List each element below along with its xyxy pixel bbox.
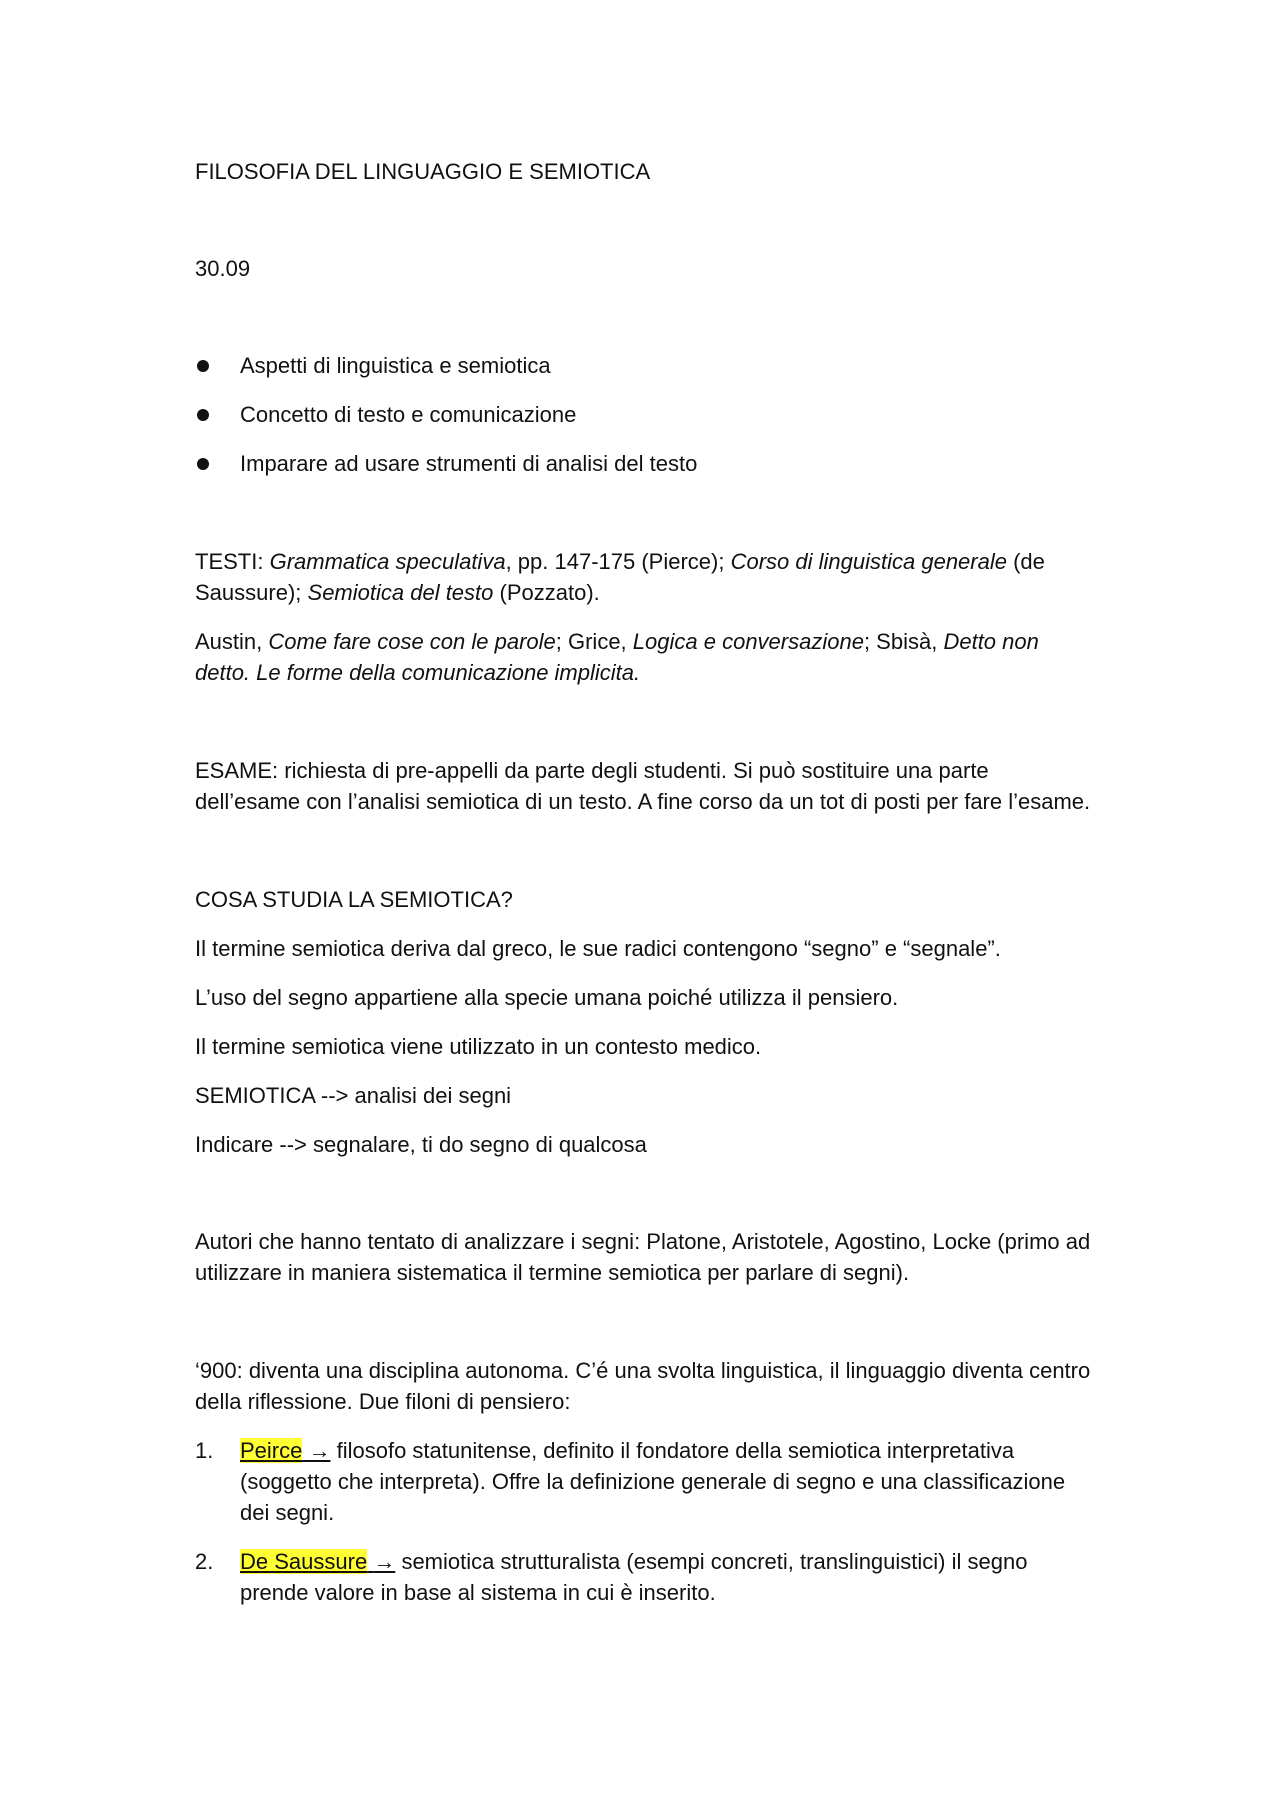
book-title: Come fare cose con le parole: [268, 629, 556, 654]
list-item-text: Aspetti di linguistica e semiotica: [240, 353, 551, 378]
readings-paragraph: [195, 626, 1095, 688]
list-item-text: semiotica strutturalista (esempi concreti, translinguistici) il segno prende valore in base al sistema in cui è inserito.: [240, 1549, 1028, 1605]
book-title: Detto non detto. Le forme della comunicazione implicita.: [195, 629, 1039, 685]
highlighted-name: De Saussure: [240, 1549, 368, 1574]
author-name: Austin,: [195, 629, 263, 654]
arrow-icon: →: [308, 1438, 331, 1463]
bullet-icon: [197, 409, 209, 421]
arrow-icon: →: [373, 1549, 396, 1574]
texts-paragraph: [195, 546, 1095, 608]
list-item-body: [240, 1546, 1095, 1608]
authors-paragraph: Autori che hanno tentato di analizzare i segni: Platone, Aristotele, Agostino, Locke (primo ad utilizzare in maniera sistematica il termine semiotica per parlare di segni).: [195, 1229, 1091, 1285]
lecture-date: 30.09: [195, 256, 251, 281]
list-item-text: filosofo statunitense, definito il fondatore della semiotica interpretativa (soggetto che interpreta). Offre la definizione generale di segno e una classificazione dei segni.: [240, 1438, 1066, 1525]
author-name: ; Sbisà,: [863, 629, 938, 654]
exam-paragraph: ESAME: richiesta di pre-appelli da parte degli studenti. Si può sostituire una parte dell’esame con l’analisi semiotica di un testo. A fine corso da un tot di posti per fare l’esame.: [195, 758, 1091, 814]
bullet-icon: [197, 360, 209, 372]
body-line: SEMIOTICA --> analisi dei segni: [195, 1083, 512, 1108]
bullet-icon: [197, 458, 209, 470]
book-title: Logica e conversazione: [632, 629, 864, 654]
body-line: L’uso del segno appartiene alla specie umana poiché utilizza il pensiero.: [195, 985, 899, 1010]
author-name: ; Grice,: [555, 629, 627, 654]
highlighted-name: Peirce: [240, 1438, 303, 1463]
list-number: 1.: [195, 1438, 214, 1463]
century-paragraph: ‘900: diventa una disciplina autonoma. C’é una svolta linguistica, il linguaggio diventa centro della riflessione. Due filoni di pensiero:: [195, 1358, 1091, 1414]
book-info: (Pozzato).: [499, 580, 600, 605]
body-line: Il termine semiotica deriva dal greco, le sue radici contengono “segno” e “segnale”.: [195, 936, 1001, 961]
book-title: Corso di linguistica generale: [730, 549, 1007, 574]
numbered-list-item: [195, 1546, 1095, 1608]
book-title: Grammatica speculativa: [269, 549, 506, 574]
book-info: (de Saussure);: [195, 549, 1045, 605]
body-line: Il termine semiotica viene utilizzato in un contesto medico.: [195, 1034, 762, 1059]
list-item-body: [240, 1435, 1095, 1528]
list-item-text: Imparare ad usare strumenti di analisi del testo: [240, 451, 698, 476]
list-item-text: Concetto di testo e comunicazione: [240, 402, 577, 427]
section-heading: COSA STUDIA LA SEMIOTICA?: [195, 887, 513, 912]
list-number: 2.: [195, 1549, 214, 1574]
document-title: FILOSOFIA DEL LINGUAGGIO E SEMIOTICA: [195, 159, 651, 184]
texts-label: TESTI:: [195, 549, 264, 574]
book-info: , pp. 147-175 (Pierce);: [505, 549, 725, 574]
body-line: Indicare --> segnalare, ti do segno di qualcosa: [195, 1132, 647, 1157]
numbered-list-item: [195, 1435, 1095, 1528]
book-title: Semiotica del testo: [307, 580, 494, 605]
